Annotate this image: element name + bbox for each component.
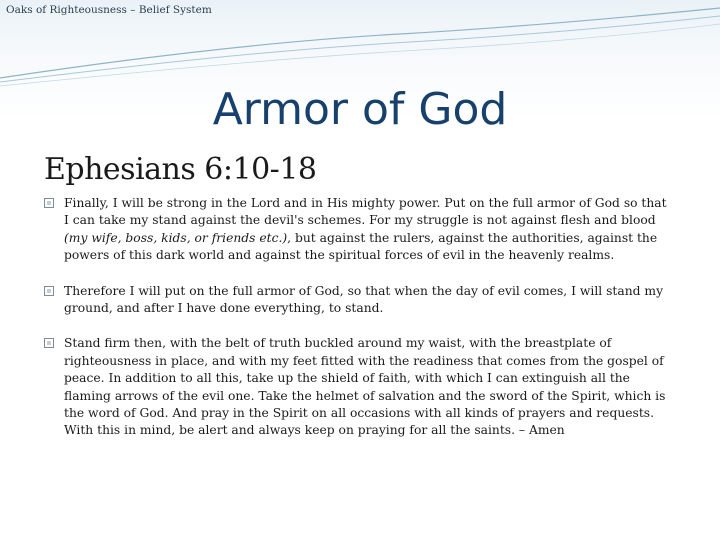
bullet-text-italic: (my wife, boss, kids, or friends etc.) <box>64 230 288 245</box>
bullet-item <box>44 283 674 318</box>
square-bullet-icon <box>44 198 54 208</box>
square-bullet-icon <box>44 286 54 296</box>
bullet-item <box>44 335 674 439</box>
bullet-text-post: , but against the rulers, against the authorities, against the powers of this dark world and against the spiritual forces of evil in the heavenly realms. <box>64 230 658 263</box>
bullet-list <box>44 195 674 440</box>
square-bullet-icon <box>44 338 54 348</box>
slide-subtitle: Ephesians 6:10-18 <box>44 152 317 187</box>
slide-title <box>0 84 720 135</box>
bullet-text-pre: Finally, I will be strong in the Lord and in His mighty power. Put on the full armor of God so that I can take my stand against the devil's schemes. For my struggle is not against flesh and blood <box>64 196 667 228</box>
bullet-item <box>44 195 674 265</box>
bullet-text: Therefore I will put on the full armor of God, so that when the day of evil comes, I will stand my ground, and after I have done everything, to stand. <box>64 283 664 316</box>
slide-title-text: Armor of God <box>212 84 508 135</box>
bullet-text: Stand firm then, with the belt of truth buckled around my waist, with the breastplate of righteousness in place, and with my feet fitted with the readiness that comes from the gospel of peace. In addition to all this, take up the shield of faith, with which I can extinguish all the flaming arrows of the evil one. Take the helmet of salvation and the sword of the Spirit, which is the word of God. And pray in the Spirit on all occasions with all kinds of prayers and requests. With this in mind, be alert and always keep on praying for all the saints. – Amen <box>64 336 666 438</box>
header-text: Oaks of Righteousness – Belief System <box>6 4 212 16</box>
